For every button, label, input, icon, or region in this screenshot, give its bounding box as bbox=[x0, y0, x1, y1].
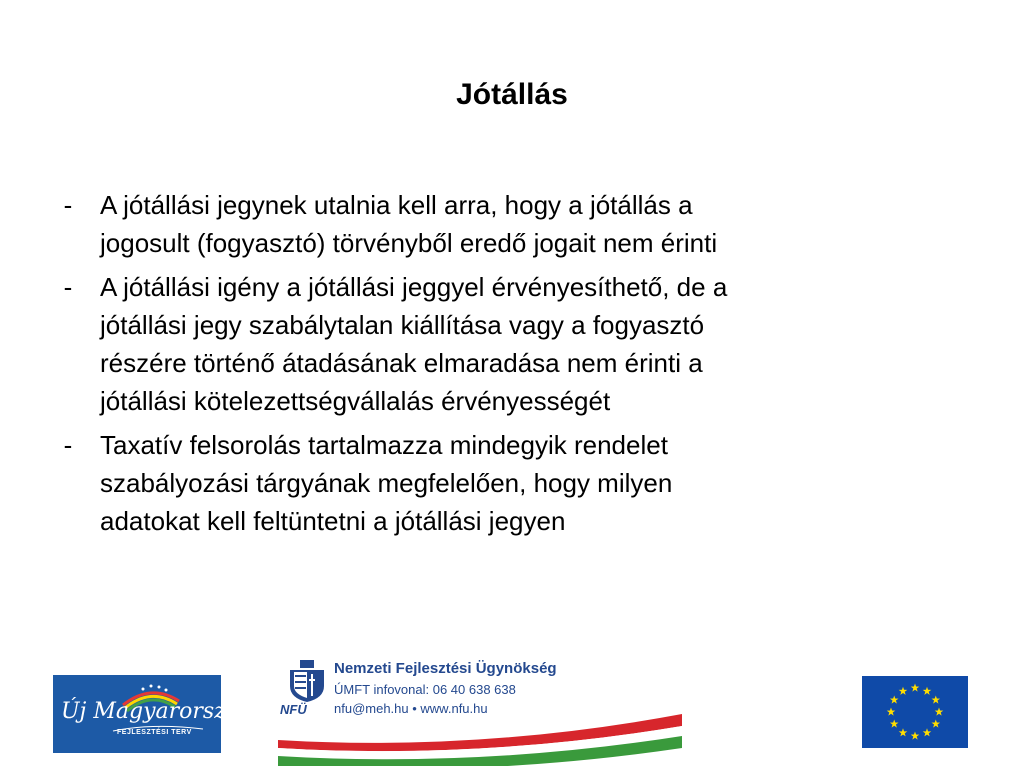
eu-star-icon bbox=[923, 728, 932, 736]
eu-star-icon bbox=[932, 720, 941, 728]
slide-title: Jótállás bbox=[456, 78, 568, 111]
nfu-logo bbox=[278, 656, 688, 766]
eu-star-icon bbox=[932, 696, 941, 704]
bullet-line: A jótállási igény a jótállási jeggyel érvényesíthető, de a bbox=[100, 272, 728, 302]
eu-star-icon bbox=[887, 708, 896, 716]
bullet-item-3 bbox=[58, 426, 938, 540]
eu-star-icon bbox=[911, 732, 920, 740]
bullet-line: jótállási kötelezettségvállalás érvényességét bbox=[100, 386, 611, 416]
agency-name: Nemzeti Fejlesztési Ügynökség bbox=[334, 660, 557, 677]
infoline: ÚMFT infovonal: 06 40 638 638 bbox=[334, 682, 516, 697]
eu-star-icon bbox=[899, 728, 908, 736]
bullet-line: A jótállási jegynek utalnia kell arra, hogy a jótállás a bbox=[100, 190, 693, 220]
contact-line: nfu@meh.hu • www.nfu.hu bbox=[334, 701, 488, 716]
bullet-line: Taxatív felsorolás tartalmazza mindegyik rendelet bbox=[100, 430, 668, 460]
eu-stars-icon bbox=[862, 676, 968, 748]
tricolor-swoosh-icon bbox=[278, 656, 688, 766]
bullet-line: jogosult (fogyasztó) törvényből eredő jogait nem érinti bbox=[100, 228, 718, 258]
uj-magyarorszag-name: Új Magyarország bbox=[61, 699, 253, 724]
bullet-line: jótállási jegy szabálytalan kiállítása vagy a fogyasztó bbox=[100, 310, 705, 340]
bullet-marker: - bbox=[63, 272, 73, 302]
eu-star-icon bbox=[911, 684, 920, 692]
bullet-marker: - bbox=[63, 430, 73, 460]
bullet-line: adatokat kell feltüntetni a jótállási jegyen bbox=[100, 506, 566, 536]
eu-star-icon bbox=[935, 708, 944, 716]
eu-star-icon bbox=[890, 720, 899, 728]
nfu-label: NFÜ bbox=[280, 702, 307, 717]
eu-star-icon bbox=[890, 696, 899, 704]
bullet-line: szabályozási tárgyának megfelelően, hogy milyen bbox=[100, 468, 673, 498]
bullet-item-1 bbox=[58, 186, 938, 262]
bullet-list bbox=[58, 186, 938, 546]
bullet-line: részére történő átadásának elmaradása nem érinti a bbox=[100, 348, 703, 378]
eu-flag bbox=[862, 676, 968, 748]
uj-magyarorszag-subtitle: FEJLESZTÉSI TERV bbox=[117, 729, 192, 736]
bullet-marker: - bbox=[63, 190, 73, 220]
eu-star-icon bbox=[899, 687, 908, 695]
bullet-item-2 bbox=[58, 268, 938, 420]
uj-magyarorszag-logo bbox=[53, 675, 253, 753]
eu-star-icon bbox=[923, 687, 932, 695]
